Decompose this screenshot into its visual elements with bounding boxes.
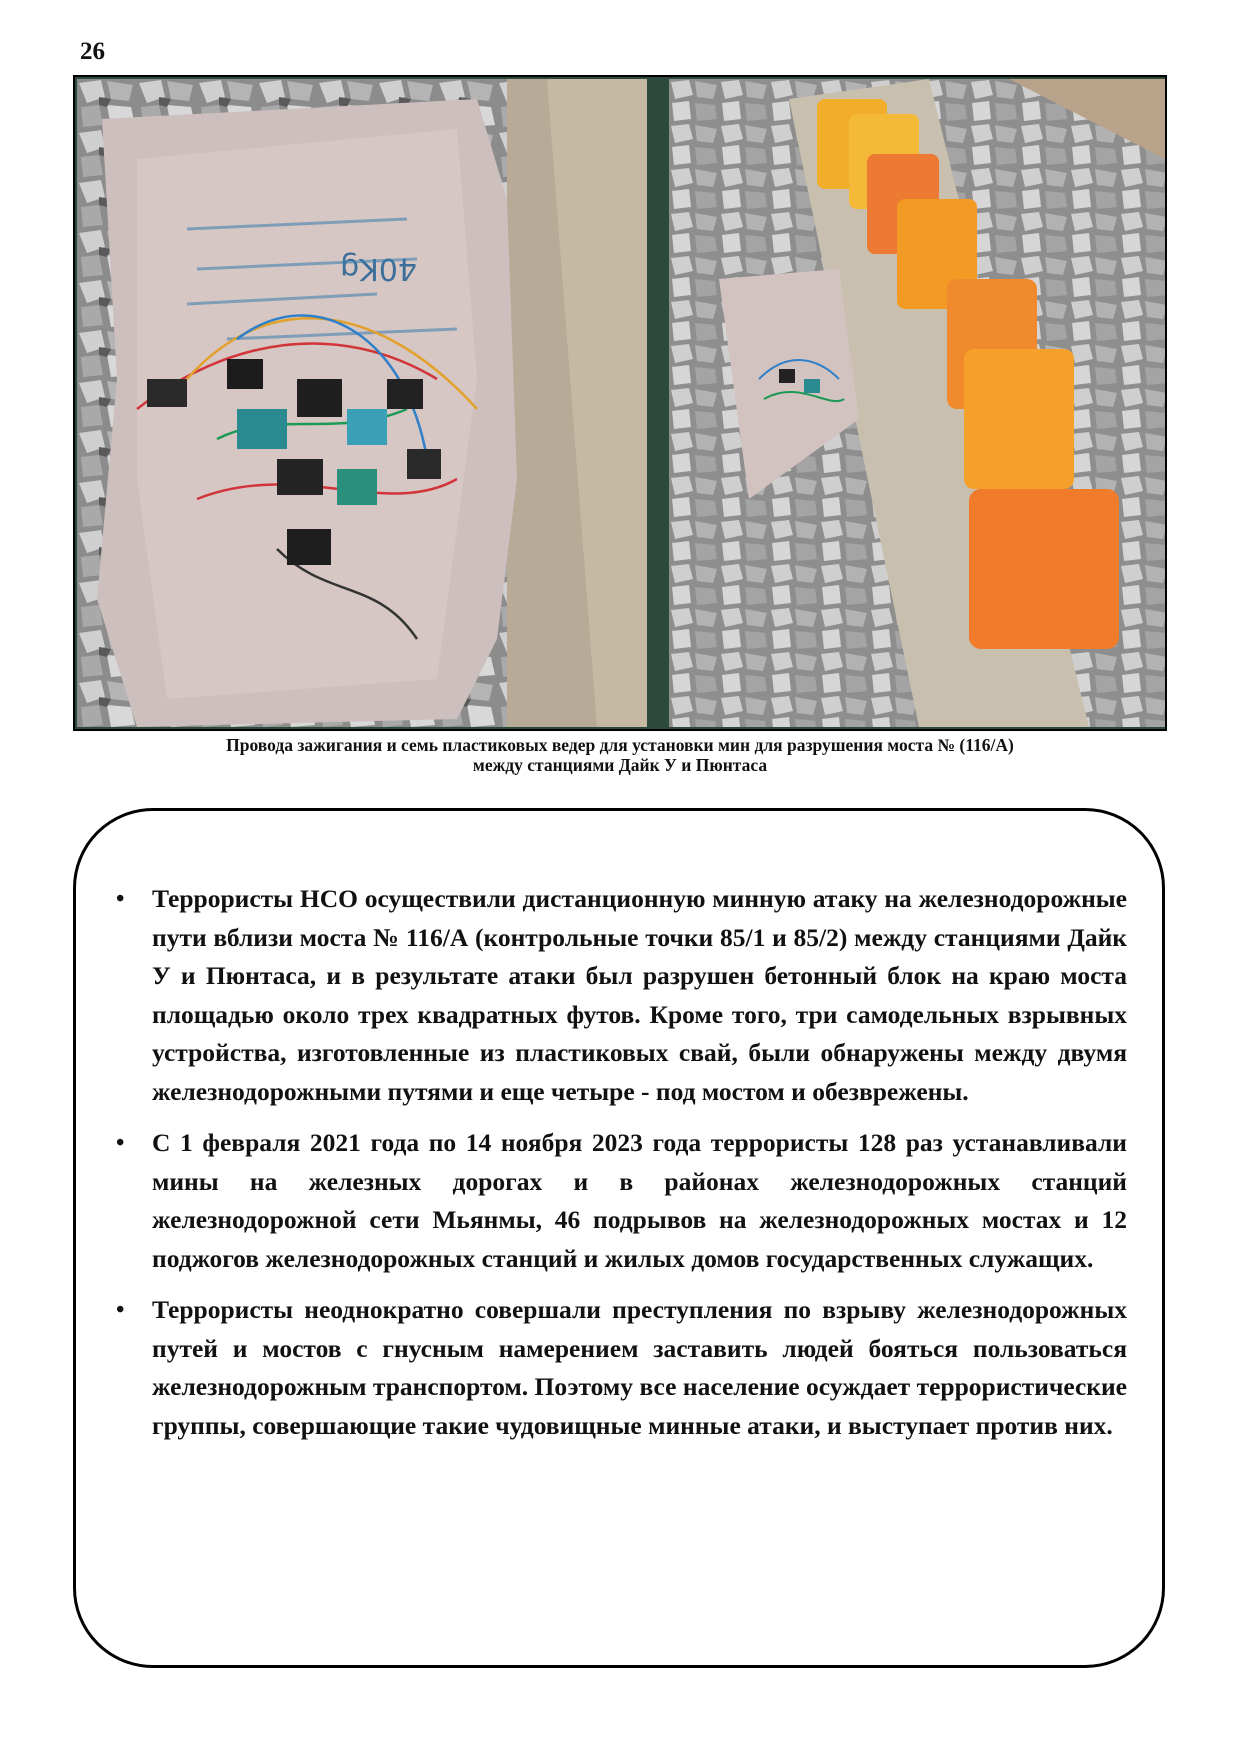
bullet-text: Террористы неоднократно совершали преступления по взрыву железнодорожных путей и мостов с гнусным намерением заставить людей бояться пользоваться железнодорожным транспортом. Поэтому все население осуждает террористические группы, совершающие такие чудовищные минные атаки, и выступает против них.	[152, 1295, 1127, 1440]
photo-figure	[73, 75, 1167, 731]
photo-sack-with-wires	[77, 79, 647, 727]
bullet-text: Террористы НСО осуществили дистанционную минную атаку на железнодорожные пути вблизи моста № 116/А (контрольные точки 85/1 и 85/2) между станциями Дайк У и Пюнтаса, и в результате атаки был разрушен бетонный блок на краю моста площадью около трех квадратных футов. Кроме того, три самодельных взрывных устройства, изготовленные из пластиковых свай, были обнаружены между двумя железнодорожными путями и еще четыре - под мостом и обезврежены.	[152, 884, 1127, 1106]
caption-line-2: между станциями Дайк У и Пюнтаса	[472, 755, 768, 775]
bullet-item	[116, 880, 1127, 1111]
svg-text:40Kg: 40Kg	[340, 251, 417, 286]
page-number: 26	[80, 38, 105, 65]
photo-jerrycans	[669, 79, 1165, 727]
bullet-text: С 1 февраля 2021 года по 14 ноября 2023 года террористы 128 раз устанавливали мины на железных дорогах и в районах железнодорожных станций железнодорожной сети Мьянмы, 46 подрывов на железнодорожных мостах и 12 поджогов железнодорожных станций и жилых домов государственных служащих.	[152, 1128, 1127, 1273]
figure-caption	[73, 735, 1167, 775]
caption-line-1: Провода зажигания и семь пластиковых ведер для установки мин для разрушения моста № (116/А)	[226, 735, 1014, 755]
bullet-dot-icon: •	[116, 1297, 125, 1323]
bullet-item	[116, 1124, 1127, 1278]
bullet-dot-icon: •	[116, 886, 125, 912]
bullet-dot-icon: •	[116, 1130, 125, 1156]
bullet-item	[116, 1291, 1127, 1445]
bullet-list	[116, 880, 1127, 1458]
